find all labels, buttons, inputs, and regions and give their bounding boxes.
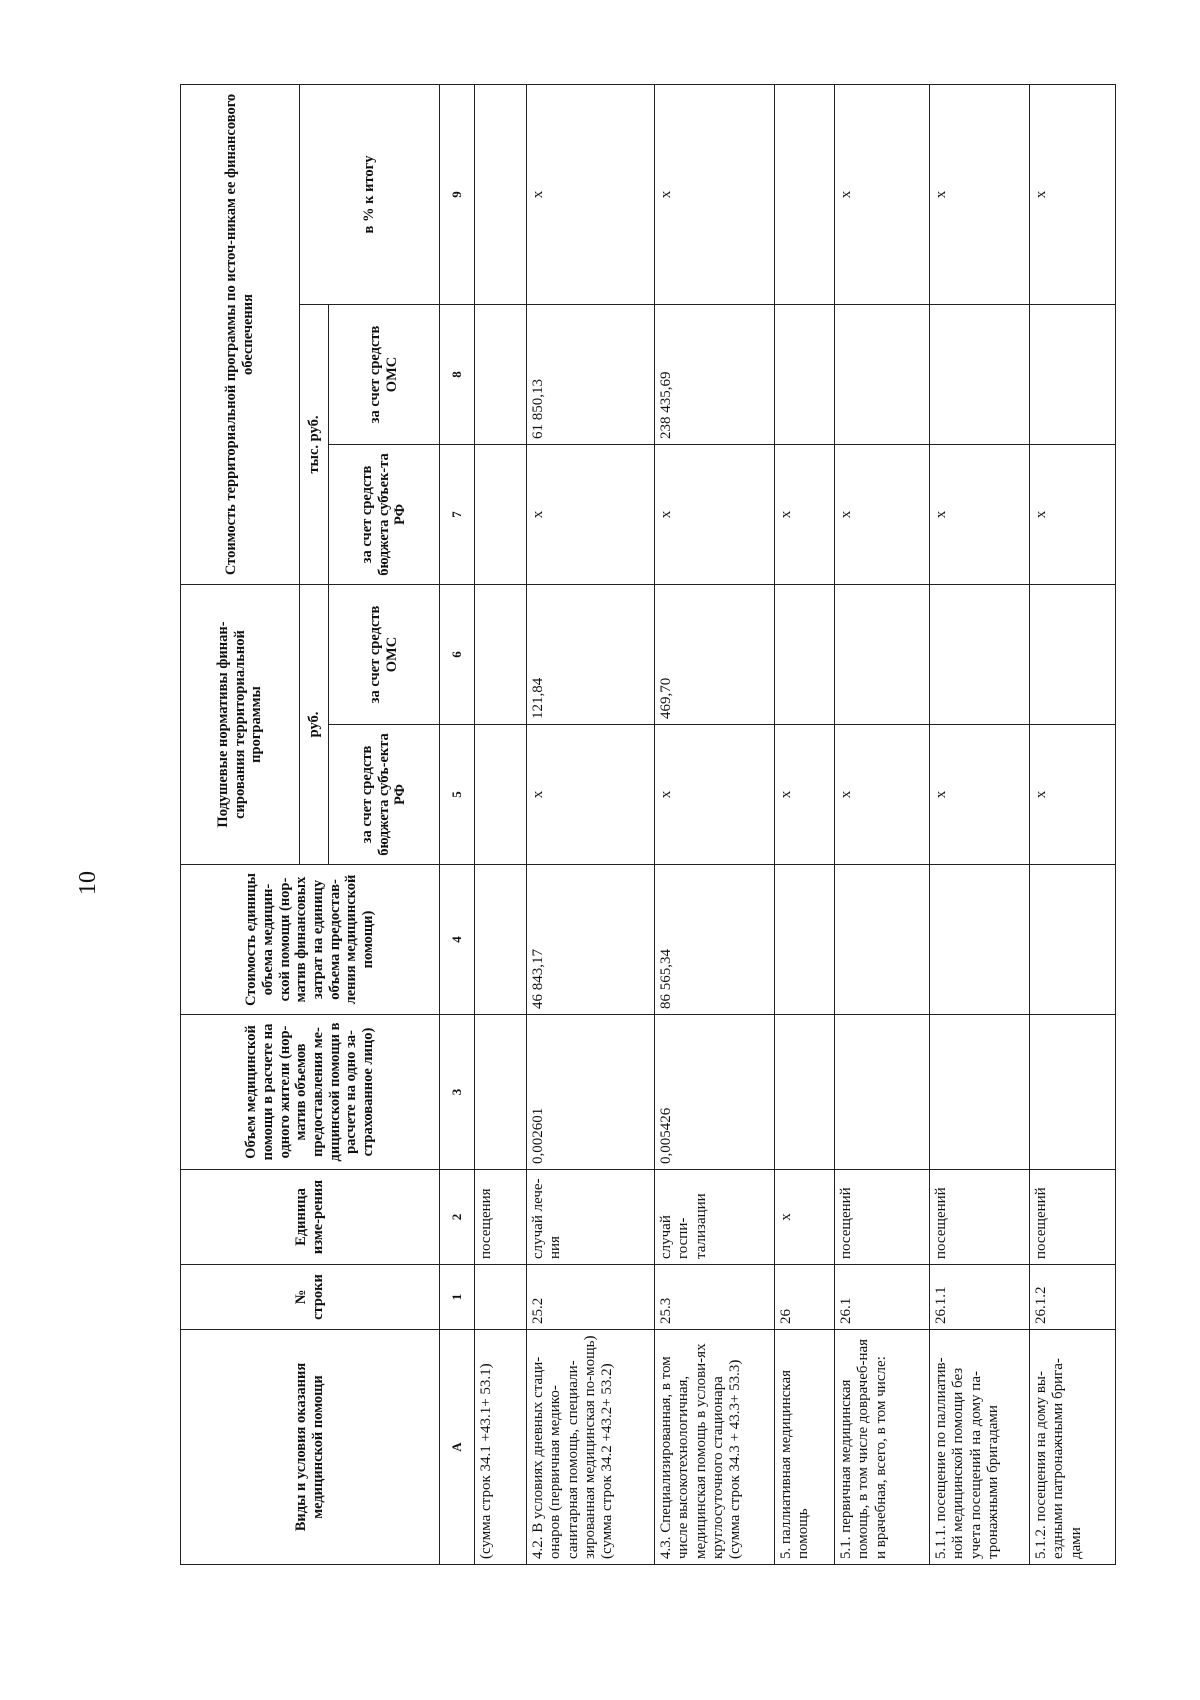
table-row [930,84,1030,1564]
col-number: 8 [440,304,475,444]
header-unit: Единица изме-рения [181,1170,440,1265]
cell-oms-thrub [775,304,835,444]
cell-percent: x [930,84,1030,304]
budget-table [180,84,1116,1565]
cell-budget-rub: x [930,725,1030,865]
cell-unit-cost [775,865,835,1015]
cell-kind: 5. паллиативная медицинская помощь [775,1330,835,1565]
table-row [475,84,527,1564]
header-unit-cost: Стоимость единицы объема медицин-ской помощи (нор-матив финансовых затрат на единицу объема предостав-ления медицинской помощи) [181,865,440,1015]
cell-volume: 0,002601 [527,1015,655,1170]
cell-oms-rub [835,584,930,724]
header-oms-rub: за счет средств ОМС [329,584,440,724]
header-budget-rub: за счет средств бюджета субъ-екта РФ [329,725,440,865]
header-unit-rub: руб. [300,584,329,864]
cell-volume [475,1015,527,1170]
col-number: А [440,1330,475,1565]
cell-oms-thrub [1030,304,1116,444]
cell-budget-thrub: x [527,444,655,584]
col-number: 1 [440,1265,475,1330]
cell-unit: случай госпи-тализации [655,1170,775,1265]
cell-budget-rub: x [835,725,930,865]
cell-row-no: 25.2 [527,1265,655,1330]
cell-budget-rub: x [527,725,655,865]
cell-volume [930,1015,1030,1170]
header-program-cost: Стоимость территориальной программы по источ-никам ее финансового обеспечения [181,84,300,584]
col-number: 9 [440,84,475,304]
cell-budget-thrub: x [930,444,1030,584]
cell-row-no: 26.1 [835,1265,930,1330]
cell-oms-rub [775,584,835,724]
cell-oms-rub: 469,70 [655,584,775,724]
col-number: 2 [440,1170,475,1265]
cell-unit: посещения [475,1170,527,1265]
cell-percent [775,84,835,304]
cell-budget-rub: x [1030,725,1116,865]
cell-unit: случай лече-ния [527,1170,655,1265]
cell-kind: 5.1.1. посещение по паллиатив-ной медицинской помощи без учета посещений на дому па-тронажными бригадами [930,1330,1030,1565]
cell-volume [835,1015,930,1170]
cell-oms-rub [1030,584,1116,724]
cell-budget-thrub: x [1030,444,1116,584]
cell-kind: (сумма строк 34.1 +43.1+ 53.1) [475,1330,527,1565]
cell-budget-rub: x [775,725,835,865]
cell-unit-cost [475,865,527,1015]
cell-oms-thrub [475,304,527,444]
header-volume: Объем медицинской помощи в расчете на одного жители (нор-матив объемов предоставления ме-дицинской помощи в расчете на одно за-страхованное лицо) [181,1015,440,1170]
cell-unit: посещений [930,1170,1030,1265]
cell-budget-thrub: x [655,444,775,584]
cell-oms-thrub: 61 850,13 [527,304,655,444]
cell-percent: x [655,84,775,304]
cell-percent [475,84,527,304]
header-per-capita: Подушевые нормативы финан-сирования территориальной программы [181,584,300,864]
cell-unit-cost [930,865,1030,1015]
cell-row-no: 25.3 [655,1265,775,1330]
cell-oms-thrub: 238 435,69 [655,304,775,444]
header-oms-thrub: за счет средств ОМС [329,304,440,444]
cell-kind: 4.3. Специализированная, в том числе высокотехнологичная, медицинская помощь в услови-ях круглосуточного стационара (сумма строк 34.3 + 43.3+ 53.3) [655,1330,775,1565]
col-number: 4 [440,865,475,1015]
cell-unit: посещений [835,1170,930,1265]
cell-unit-cost [1030,865,1116,1015]
header-budget-thrub: за счет средств бюджета субъек-та РФ [329,444,440,584]
cell-row-no: 26.1.1 [930,1265,1030,1330]
cell-percent: x [1030,84,1116,304]
cell-oms-thrub [930,304,1030,444]
page-number: 10 [75,871,101,895]
table-row [835,84,930,1564]
cell-oms-rub: 121,84 [527,584,655,724]
col-number: 7 [440,444,475,584]
table-row [775,84,835,1564]
cell-percent: x [835,84,930,304]
cell-unit-cost [835,865,930,1015]
column-number-row [440,84,475,1564]
cell-row-no: 26 [775,1265,835,1330]
header-kind: Виды и условия оказания медицинской помощи [181,1330,440,1565]
cell-percent: x [527,84,655,304]
header-percent: в % к итогу [300,84,440,304]
cell-row-no: 26.1.2 [1030,1265,1116,1330]
header-row-no: № строки [181,1265,440,1330]
col-number: 5 [440,725,475,865]
cell-unit-cost: 46 843,17 [527,865,655,1015]
cell-row-no [475,1265,527,1330]
table-row [1030,84,1116,1564]
cell-unit: посещений [1030,1170,1116,1265]
cell-budget-thrub [475,444,527,584]
cell-budget-thrub: x [775,444,835,584]
col-number: 3 [440,1015,475,1170]
cell-kind: 5.1. первичная медицинская помощь, в том числе доврачеб-ная и врачебная, всего, в том числе: [835,1330,930,1565]
table-row [527,84,655,1564]
cell-oms-rub [475,584,527,724]
col-number: 6 [440,584,475,724]
cell-volume [775,1015,835,1170]
header-unit-thrub: тыс. руб. [300,304,329,584]
cell-oms-thrub [835,304,930,444]
cell-volume: 0,005426 [655,1015,775,1170]
table-row [655,84,775,1564]
cell-unit: x [775,1170,835,1265]
cell-budget-rub: x [655,725,775,865]
cell-budget-thrub: x [835,444,930,584]
cell-unit-cost: 86 565,34 [655,865,775,1015]
cell-kind: 4.2. В условиях дневных стаци-онаров (первичная медико-санитарная помощь, специали-зированная медицинская по-мощь) (сумма строк 34.2 +43.2+ 53.2) [527,1330,655,1565]
cell-oms-rub [930,584,1030,724]
cell-budget-rub [475,725,527,865]
cell-volume [1030,1015,1116,1170]
cell-kind: 5.1.2. посещения на дому вы-ездными патронажными брига-дами [1030,1330,1116,1565]
